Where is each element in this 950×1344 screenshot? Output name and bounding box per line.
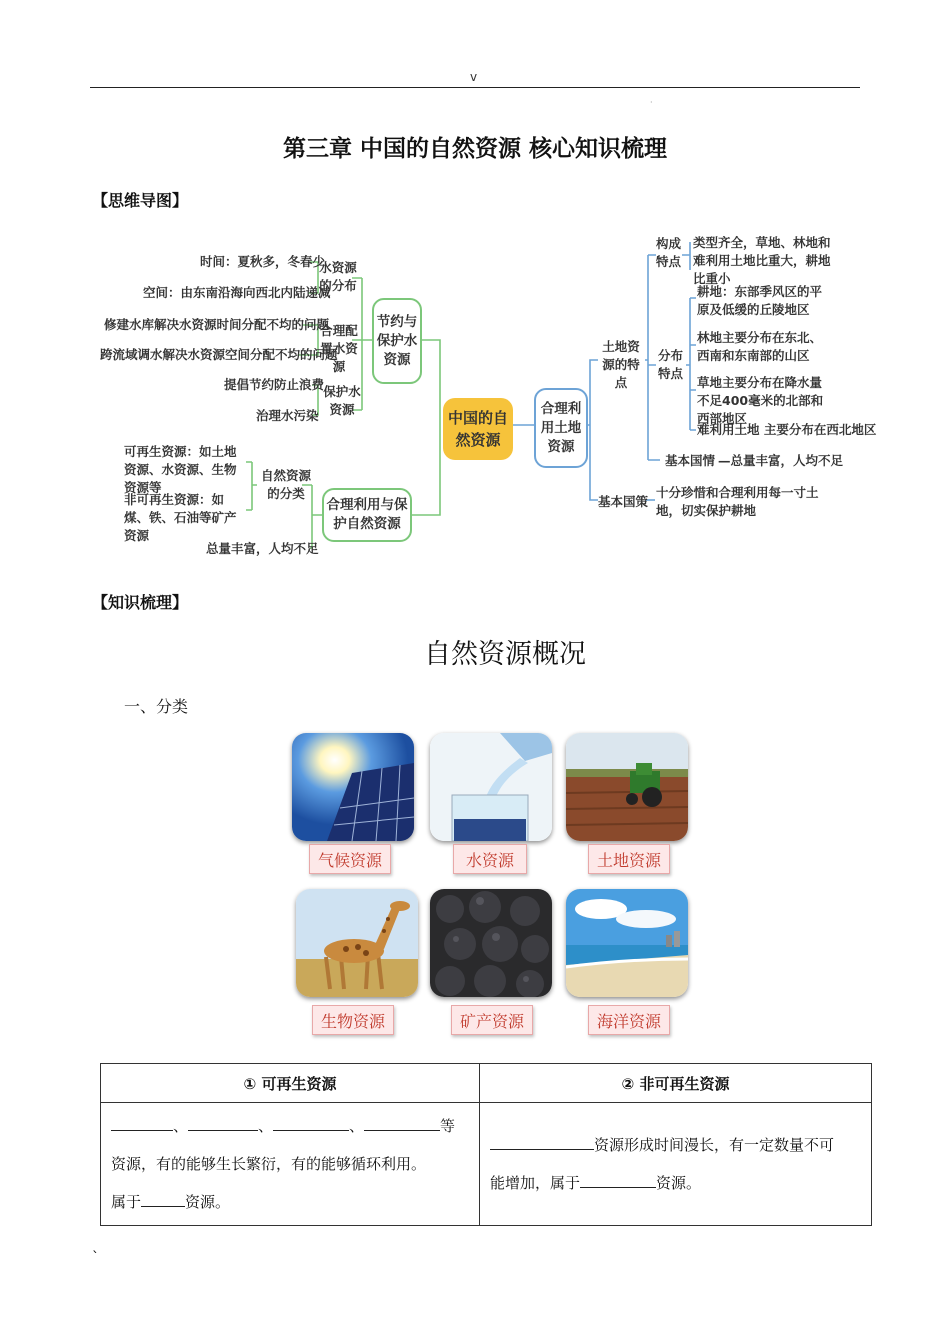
page-title: 第三章 中国的自然资源 核心知识梳理 bbox=[282, 136, 667, 162]
decorative-dot: · bbox=[650, 98, 653, 107]
blank-1[interactable] bbox=[111, 1114, 173, 1131]
water-dist-time: 时间：夏秋多，冬春少 bbox=[200, 254, 326, 269]
dist-farmland: 耕地：东部季风区的平原及低缓的丘陵地区 bbox=[697, 284, 823, 317]
node-water-protect: 保护水资源 bbox=[323, 384, 361, 417]
water-dist-space: 空间：由东南沿海向西北内陆递减 bbox=[143, 285, 331, 300]
mindmap-center-node: 中国的自然资源 bbox=[443, 398, 513, 460]
tail-text: 等 bbox=[440, 1117, 456, 1135]
classify-renewable: 可再生资源：如土地资源、水资源、生物资源等 bbox=[124, 444, 237, 495]
blank-3[interactable] bbox=[273, 1114, 349, 1131]
sep-1: 、 bbox=[173, 1117, 189, 1135]
node-land-use: 合理利用土地资源 bbox=[534, 388, 588, 468]
blank-2[interactable] bbox=[188, 1114, 258, 1131]
header-mark: v bbox=[470, 70, 478, 84]
line3-pre: 属于 bbox=[111, 1193, 142, 1211]
node-basic-policy: 基本国策 bbox=[598, 494, 649, 509]
section-mindmap-heading: 【思维导图】 bbox=[92, 191, 189, 210]
node-basic-situation: 基本国情 bbox=[665, 453, 716, 468]
dist-unused: 难利用土地 主要分布在西北地区 bbox=[697, 422, 877, 437]
renewable-cell bbox=[101, 1103, 480, 1226]
basic-situation-text: 总量丰富，人均不足 bbox=[730, 453, 844, 468]
node-save-protect-water: 节约与保护水资源 bbox=[372, 298, 422, 384]
water-config-reservoir: 修建水库解决水资源时间分配不均的问题 bbox=[104, 317, 330, 332]
blank-5[interactable] bbox=[141, 1190, 185, 1207]
caption-mineral: 矿产资源 bbox=[451, 1005, 533, 1035]
sep-3: 、 bbox=[349, 1117, 365, 1135]
node-water-config: 合理配置水资源 bbox=[320, 323, 358, 374]
land-resource-image bbox=[566, 733, 688, 841]
caption-water: 水资源 bbox=[453, 844, 527, 874]
classification-table bbox=[100, 1063, 872, 1226]
use-total-rich: 总量丰富，人均不足 bbox=[206, 541, 319, 556]
dist-grassland: 草地主要分布在降水量不足400毫米的北部和西部地区 bbox=[697, 375, 824, 426]
mineral-resource-image bbox=[430, 889, 552, 997]
col2-line2-pre: 能增加，属于 bbox=[490, 1174, 581, 1192]
sep-2: 、 bbox=[258, 1117, 274, 1135]
water-resource-image bbox=[430, 733, 552, 841]
subtitle: 自然资源概况 bbox=[424, 639, 586, 670]
biological-resource-image bbox=[296, 889, 418, 997]
water-protect-save: 提倡节约防止浪费 bbox=[224, 377, 325, 392]
footer-mark: ` bbox=[92, 1250, 99, 1266]
renewable-line2: 资源，有的能够生长繁衍，有的能够循环利用。 bbox=[111, 1155, 427, 1173]
node-classification: 自然资源的分类 bbox=[260, 468, 311, 501]
node-land-feature: 土地资源的特点 bbox=[602, 339, 640, 390]
classify-nonrenewable: 非可再生资源：如煤、铁、石油等矿产资源 bbox=[124, 492, 237, 543]
node-rational-use: 合理利用与保护自然资源 bbox=[322, 488, 412, 542]
composition-detail: 类型齐全，草地、林地和难利用土地比重大，耕地比重小 bbox=[693, 235, 831, 286]
caption-marine: 海洋资源 bbox=[588, 1005, 670, 1035]
col-nonrenewable-header: ② 非可再生资源 bbox=[480, 1064, 872, 1103]
line3-post: 资源。 bbox=[185, 1193, 231, 1211]
basic-situation-detail: —总量丰富，人均不足 bbox=[718, 453, 844, 468]
caption-land: 土地资源 bbox=[588, 844, 670, 874]
heading-classify: 一、分类 bbox=[124, 697, 189, 716]
section-knowledge-heading: 【知识梳理】 bbox=[92, 593, 189, 612]
caption-biological: 生物资源 bbox=[312, 1005, 394, 1035]
node-water-distribution: 水资源的分布 bbox=[319, 260, 357, 293]
col-renewable-header: ① 可再生资源 bbox=[101, 1064, 480, 1103]
blank-6[interactable] bbox=[490, 1133, 594, 1150]
basic-policy-detail: 十分珍惜和合理利用每一寸土地，切实保护耕地 bbox=[656, 485, 819, 518]
node-composition: 构成特点 bbox=[656, 236, 682, 269]
caption-climate: 气候资源 bbox=[309, 844, 391, 874]
dist-forest: 林地主要分布在东北、西南和东南部的山区 bbox=[697, 330, 823, 363]
water-protect-pollution: 治理水污染 bbox=[256, 408, 319, 423]
blank-4[interactable] bbox=[364, 1114, 440, 1131]
col2-line2-post: 资源。 bbox=[656, 1174, 702, 1192]
blank-7[interactable] bbox=[580, 1171, 656, 1188]
nonrenewable-cell bbox=[480, 1103, 872, 1226]
node-distribution: 分布特点 bbox=[658, 348, 684, 381]
water-config-transfer: 跨流域调水解决水资源空间分配不均的问题 bbox=[100, 347, 338, 362]
marine-resource-image bbox=[566, 889, 688, 997]
col2-mid: 资源形成时间漫长，有一定数量不可 bbox=[594, 1136, 835, 1154]
mind-map bbox=[0, 0, 950, 600]
climate-resource-image bbox=[292, 733, 414, 841]
